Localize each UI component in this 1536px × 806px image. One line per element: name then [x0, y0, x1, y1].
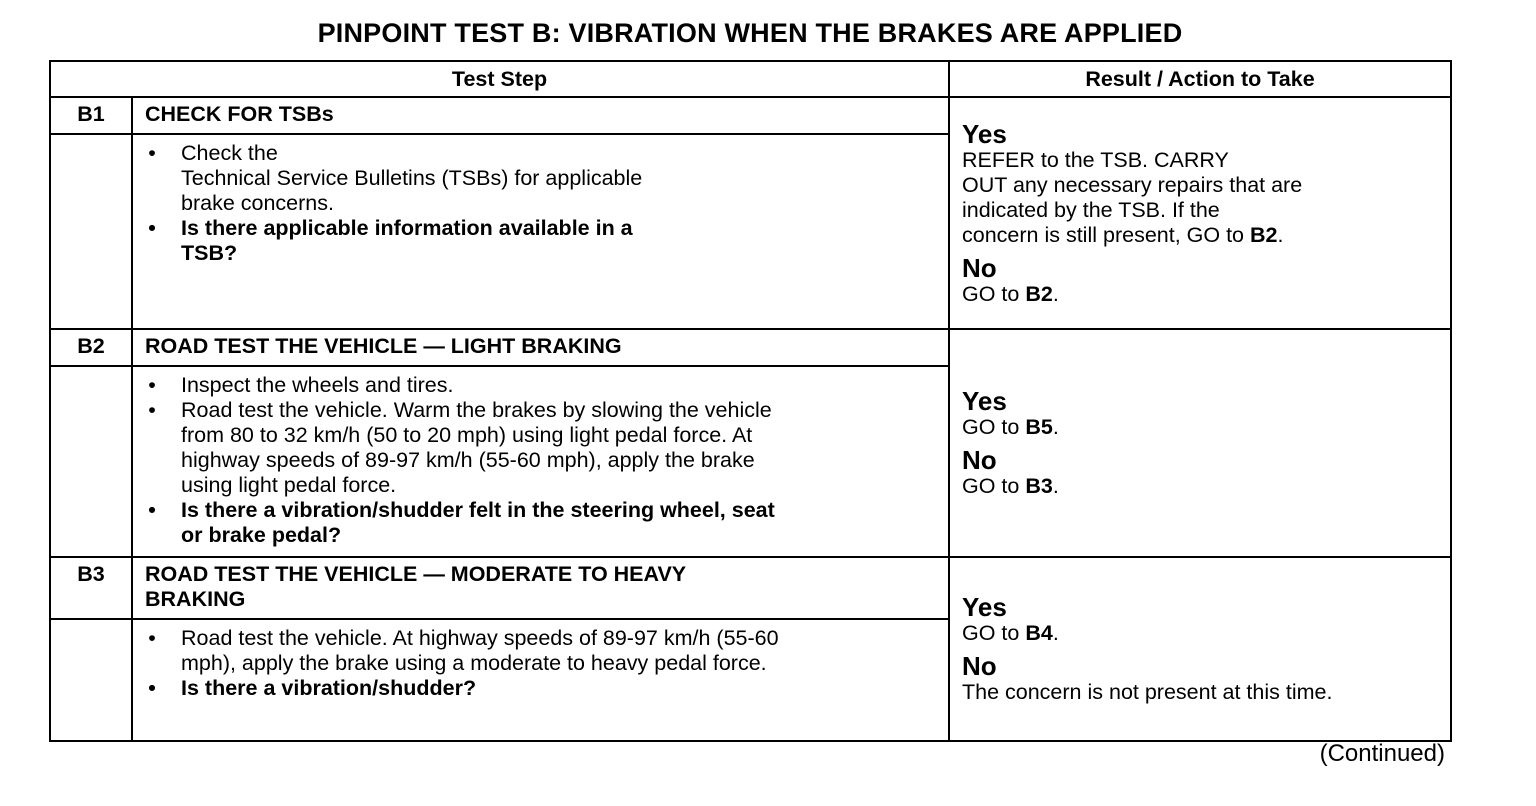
bullet-icon: •: [148, 216, 156, 240]
step-instructions: [132, 619, 949, 741]
result-label: No: [962, 651, 997, 681]
page-title: PINPOINT TEST B: VIBRATION WHEN THE BRAKES ARE APPLIED: [317, 18, 1183, 48]
instruction-list: [145, 373, 938, 548]
step-id: B3: [50, 557, 132, 619]
header-test-step: Test Step: [50, 61, 949, 97]
instruction-text: Is there a vibration/shudder felt in the steering wheel, seat or brake pedal?: [181, 498, 775, 547]
instruction-item: [145, 626, 938, 676]
instruction-item: [145, 398, 938, 498]
result-label: Yes: [962, 118, 1007, 149]
result-action-text: GO to B3.: [962, 474, 1059, 498]
step-result-cell: [949, 557, 1451, 741]
instruction-text: Road test the vehicle. At highway speeds of 89-97 km/h (55-60 mph), apply the brake using a moderate to heavy pedal force.: [181, 626, 779, 675]
step-result-cell: [949, 97, 1451, 329]
instruction-list: [145, 626, 938, 701]
step-instructions: [132, 134, 949, 329]
bullet-icon: •: [148, 398, 156, 422]
step-title-row: [50, 557, 1451, 619]
instruction-text: Is there applicable information available in a TSB?: [181, 216, 633, 265]
bullet-icon: •: [148, 141, 156, 165]
step-reference: B2: [1025, 281, 1053, 306]
step-title: ROAD TEST THE VEHICLE — MODERATE TO HEAVY BRAKING: [132, 557, 949, 619]
result-label: Yes: [962, 592, 1007, 622]
step-title-row: [50, 329, 1451, 366]
step-result-cell: [949, 329, 1451, 557]
pinpoint-test-table: [49, 60, 1452, 742]
result-action-text: GO to B5.: [962, 415, 1059, 439]
step-title: ROAD TEST THE VEHICLE — LIGHT BRAKING: [132, 329, 949, 366]
result-label: No: [962, 445, 997, 475]
step-id-blank: [50, 619, 132, 741]
result-action-text: The concern is not present at this time.: [962, 680, 1333, 704]
instruction-text: Road test the vehicle. Warm the brakes by slowing the vehicle from 80 to 32 km/h (50 to 20 mph) using light pedal force. At highway speeds of 89-97 km/h (55-60 mph), apply the brake using light pedal force.: [181, 398, 772, 497]
instruction-text: Is there a vibration/shudder?: [181, 676, 477, 700]
header-result-action: Result / Action to Take: [949, 61, 1451, 97]
step-id-blank: [50, 134, 132, 329]
step-title-row: [50, 97, 1451, 134]
result-label: Yes: [962, 386, 1007, 416]
bullet-icon: •: [148, 498, 156, 522]
result-action-text: REFER to the TSB. CARRY OUT any necessary repairs that are indicated by the TSB. If the concern is still present, GO to B2.: [962, 147, 1303, 247]
step-id: B1: [50, 97, 132, 134]
step-title: CHECK FOR TSBs: [132, 97, 949, 134]
steps-body: [50, 97, 1451, 741]
step-reference: B4: [1025, 621, 1053, 645]
result-action-text: GO to B2.: [962, 281, 1059, 306]
step-instructions: [132, 366, 949, 557]
step-reference: B3: [1025, 474, 1053, 498]
step-id-blank: [50, 366, 132, 557]
question-item: [145, 498, 938, 548]
instruction-item: [145, 373, 938, 398]
result-label: No: [962, 252, 997, 283]
bullet-icon: •: [148, 373, 156, 397]
question-item: [145, 676, 938, 701]
table-header-row: [50, 61, 1451, 97]
step-reference: B5: [1025, 415, 1053, 439]
continued-note: (Continued): [1319, 740, 1445, 767]
step-reference: B2: [1249, 222, 1278, 247]
result-action-text: GO to B4.: [962, 621, 1059, 645]
question-item: [145, 216, 938, 266]
instruction-item: [145, 141, 938, 216]
instruction-text: Inspect the wheels and tires.: [181, 373, 454, 397]
step-id: B2: [50, 329, 132, 366]
bullet-icon: •: [148, 626, 156, 650]
instruction-list: [145, 141, 938, 266]
instruction-text: Check the Technical Service Bulletins (TSBs) for applicable brake concerns.: [181, 141, 643, 215]
bullet-icon: •: [148, 676, 156, 700]
